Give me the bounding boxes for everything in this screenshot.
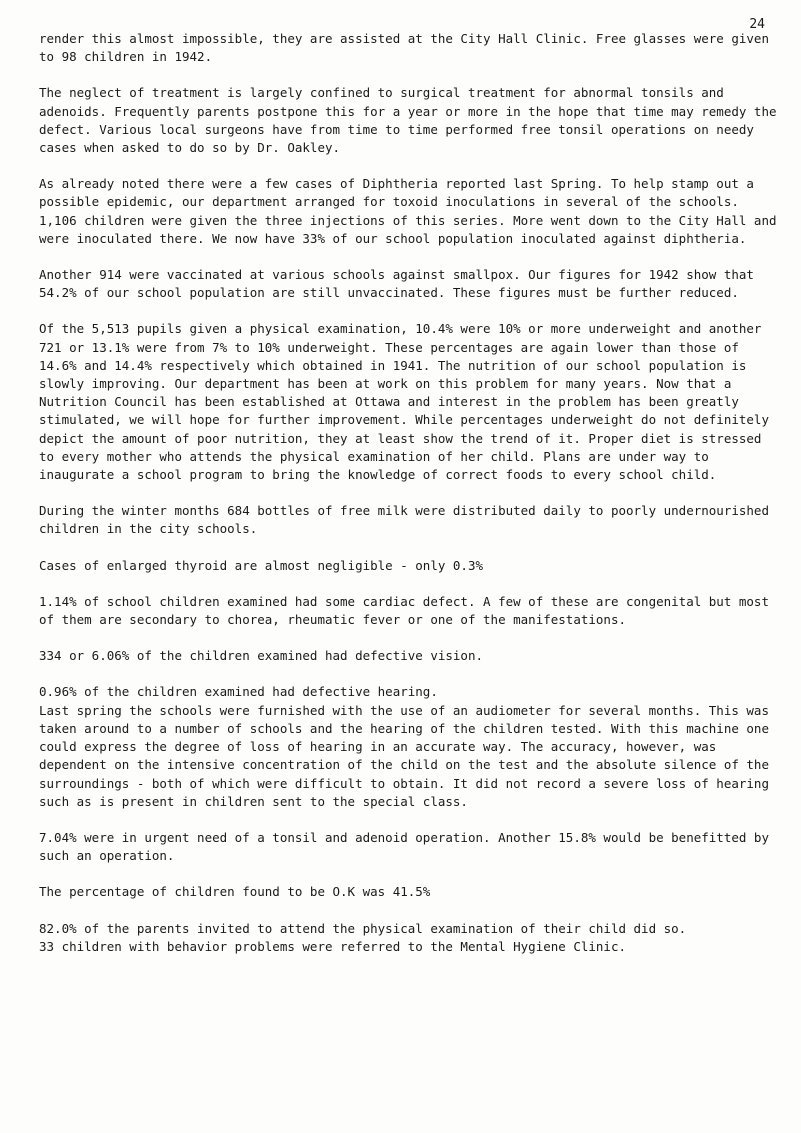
paragraph-ok-percentage: The percentage of children found to be O.K was 41.5% bbox=[39, 884, 431, 900]
paragraph-smallpox: Another 914 were vaccinated at various schools against smallpox. Our figures for 1942 show that 54.2% of our school population are still unvaccinated. These figures must be further reduced. bbox=[39, 267, 754, 301]
paragraph-tonsil-treatment: The neglect of treatment is largely confined to surgical treatment for abnormal tonsils and adenoids. Frequently parents postpone this for a year or more in the hope that time may remedy the defect. Various local surgeons have from time to time performed free tonsil operations on needy cases when asked to do so by Dr. Oakley. bbox=[39, 85, 777, 156]
paragraph-thyroid: Cases of enlarged thyroid are almost negligible - only 0.3% bbox=[39, 557, 484, 573]
paragraph-hearing: 0.96% of the children examined had defective hearing. bbox=[39, 684, 438, 700]
paragraph-glasses: render this almost impossible, they are assisted at the City Hall Clinic. Free glasses were given to 98 children in 1942. bbox=[39, 31, 769, 65]
paragraph-audiometer: Last spring the schools were furnished with the use of an audiometer for several months. This was taken around to a number of schools and the hearing of the children tested. With this machine one could express the degree of loss of hearing in an accurate way. The accuracy, however, was dependent on the intensive concentration of the child on the test and the absolute silence of the surroundings - both of which were difficult to obtain. It did not record a severe loss of hearing such as is present in children sent to the special class. bbox=[39, 702, 769, 809]
paragraph-cardiac: 1.14% of school children examined had some cardiac defect. A few of these are congenital but most of them are secondary to chorea, rheumatic fever or one of the manifestations. bbox=[39, 593, 769, 628]
paragraph-parents-attended: 82.0% of the parents invited to attend the physical examination of their child did so. bbox=[39, 920, 687, 936]
paragraph-nutrition: Of the 5,513 pupils given a physical examination, 10.4% were 10% or more underweight and another 721 or 13.1% were from 7% to 10% underweight. These percentages are again lower than those of 14.6% and 14.4% respectively which obtained in 1941. The nutrition of our school population is slowly improving. Our department has been at work on this problem for many years. Now that a Nutrition Council has been established at Ottawa and interest in the problem has been greatly stimulated, we will hope for further improvement. While percentages underweight do not definitely depict the amount of poor nutrition, they at least show the trend of it. Proper diet is stressed to every mother who attends the physical examination of her child. Plans are under way to inaugurate a school program to bring the knowledge of correct foods to every school child. bbox=[39, 321, 769, 483]
paragraph-behavior-problems: 33 children with behavior problems were referred to the Mental Hygiene Clinic. bbox=[39, 938, 626, 954]
document-body bbox=[39, 30, 779, 974]
paragraph-free-milk: During the winter months 684 bottles of free milk were distributed daily to poorly undernourished children in the city schools. bbox=[39, 503, 769, 537]
paragraph-vision: 334 or 6.06% of the children examined had defective vision. bbox=[39, 648, 484, 664]
page-number: 24 bbox=[749, 17, 765, 32]
paragraph-diphtheria: As already noted there were a few cases of Diphtheria reported last Spring. To help stamp out a possible epidemic, our department arranged for toxoid inoculations in several of the schools. 1,106 children were given the three injections of this series. More went down to the City Hall and were inoculated there. We now have 33% of our school population inoculated against diphtheria. bbox=[39, 176, 777, 246]
paragraph-tonsil-operation: 7.04% were in urgent need of a tonsil and adenoid operation. Another 15.8% would be benefitted by such an operation. bbox=[39, 829, 769, 864]
